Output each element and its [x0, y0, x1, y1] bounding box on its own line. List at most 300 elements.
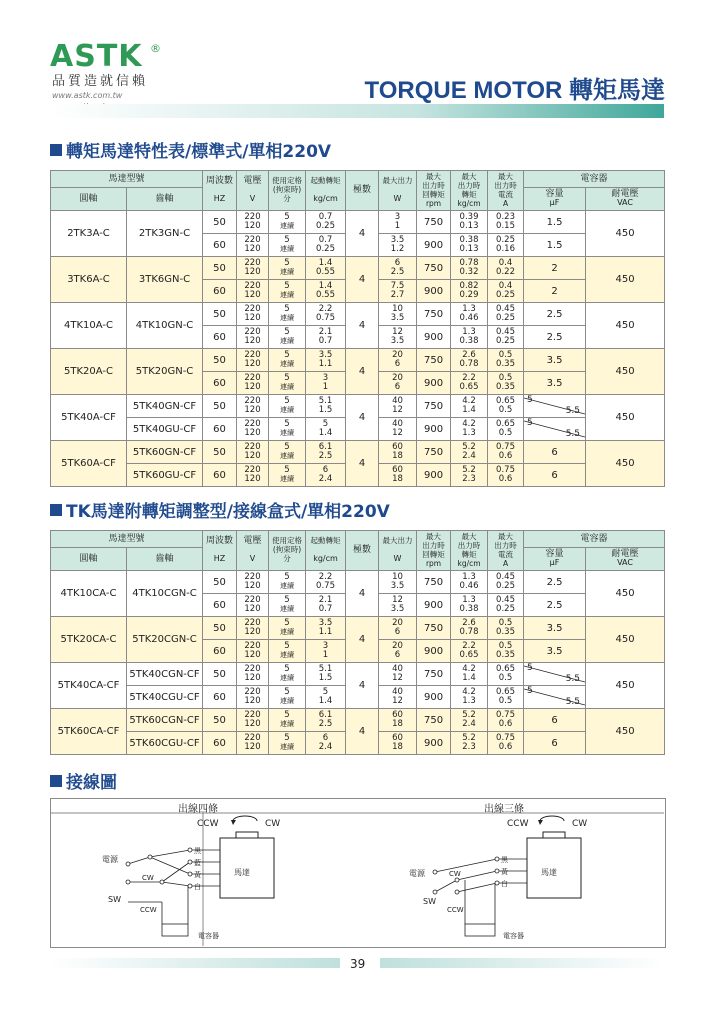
cell-torque: 4.2 1.4 — [451, 663, 488, 686]
cell-cap-volt: 450 — [586, 663, 665, 709]
cell-torque: 2.2 0.65 — [451, 372, 488, 395]
cell-rpm: 750 — [417, 211, 451, 234]
model-gear: 5TK40GN-CF — [127, 395, 203, 418]
cell-rating: 5 連續 — [269, 372, 306, 395]
cell-volt: 220 120 — [237, 234, 269, 257]
hdr-max-out: 最大出力 W — [379, 531, 417, 571]
section-bullet — [50, 144, 62, 156]
cell-hz: 60 — [203, 640, 237, 663]
table-row — [51, 709, 665, 732]
cell-max-out: 60 18 — [379, 709, 417, 732]
model-round: 4TK10CA-C — [51, 571, 127, 617]
wire-yellow: 黃 — [194, 871, 201, 879]
section-title-2-text: TK馬達附轉矩調整型/接線盒式/單相220V — [66, 502, 390, 522]
hdr-rating: 使用定格 (拘束時) 分 — [269, 531, 306, 571]
cell-current: 0.75 0.6 — [488, 441, 524, 464]
cell-rating: 5 連續 — [269, 732, 306, 755]
cell-current: 0.65 0.5 — [488, 395, 524, 418]
ccw-label-small: CCW — [447, 906, 464, 914]
wiring-diagram-3-wire — [357, 812, 664, 946]
url-1: www.astk.com.tw — [52, 91, 123, 100]
cell-rpm: 750 — [417, 441, 451, 464]
cell-start-torque: 3.5 1.1 — [306, 349, 346, 372]
cell-capacity: 3.5 — [524, 617, 586, 640]
model-round: 5TK40A-CF — [51, 395, 127, 441]
cell-volt: 220 120 — [237, 571, 269, 594]
cell-rpm: 900 — [417, 326, 451, 349]
hdr-cap-volt: 耐電壓 VAC — [586, 188, 665, 211]
cell-current: 0.4 0.22 — [488, 257, 524, 280]
cell-hz: 50 — [203, 571, 237, 594]
cell-max-out: 40 12 — [379, 686, 417, 709]
wire-blue: 藍 — [194, 859, 201, 867]
cell-start-torque: 1.4 0.55 — [306, 280, 346, 303]
table-row — [51, 257, 665, 280]
arrow-head-icon — [231, 820, 236, 825]
model-round: 5TK60CA-CF — [51, 709, 127, 755]
cell-torque: 1.3 0.38 — [451, 594, 488, 617]
cell-start-torque: 5.1 1.5 — [306, 663, 346, 686]
cell-rating: 5 連續 — [269, 571, 306, 594]
cell-hz: 50 — [203, 441, 237, 464]
cell-max-out: 20 6 — [379, 349, 417, 372]
cell-start-torque: 6.1 2.5 — [306, 441, 346, 464]
hdr-rating: 使用定格 (拘束時) 分 — [269, 171, 306, 211]
cell-max-out: 20 6 — [379, 640, 417, 663]
label-ccw: CCW — [507, 819, 529, 829]
cell-rpm: 900 — [417, 418, 451, 441]
cell-capacity: 3.5 — [524, 349, 586, 372]
cell-max-out: 10 3.5 — [379, 303, 417, 326]
model-round: 5TK60A-CF — [51, 441, 127, 487]
cell-rpm: 750 — [417, 709, 451, 732]
power-label: 電源 — [409, 869, 425, 878]
model-gear: 3TK6GN-C — [127, 257, 203, 303]
cell-hz: 60 — [203, 464, 237, 487]
hdr-rpm: 最大 出力時 回轉矩 rpm — [417, 171, 451, 211]
cell-rpm: 900 — [417, 732, 451, 755]
cell-rpm: 750 — [417, 257, 451, 280]
table-row — [51, 211, 665, 234]
section-title-2 — [50, 497, 390, 522]
cell-start-torque: 0.7 0.25 — [306, 211, 346, 234]
cell-capacity: 1.5 — [524, 211, 586, 234]
cell-torque: 4.2 1.4 — [451, 395, 488, 418]
cell-rpm: 900 — [417, 686, 451, 709]
cell-start-torque: 6 2.4 — [306, 732, 346, 755]
model-gear: 5TK60GU-CF — [127, 464, 203, 487]
cell-volt: 220 120 — [237, 709, 269, 732]
cell-hz: 50 — [203, 395, 237, 418]
cell-max-out: 40 12 — [379, 663, 417, 686]
cell-torque: 0.38 0.13 — [451, 234, 488, 257]
cell-volt: 220 120 — [237, 257, 269, 280]
hdr-rpm: 最大 出力時 回轉矩 rpm — [417, 531, 451, 571]
cell-max-out: 7.5 2.7 — [379, 280, 417, 303]
hdr-gear: 齒軸 — [127, 548, 203, 571]
hdr-torque: 最大 出力時 轉矩 kg/cm — [451, 171, 488, 211]
cell-current: 0.5 0.35 — [488, 372, 524, 395]
cell-capacity: 6 — [524, 709, 586, 732]
ccw-label-small: CCW — [140, 906, 157, 914]
capacitor-label: 電容器 — [198, 932, 219, 940]
cell-poles: 4 — [346, 395, 379, 441]
logo-registered: ® — [150, 42, 161, 55]
table-row — [51, 663, 665, 686]
hdr-round: 圓軸 — [51, 548, 127, 571]
section-title-1 — [50, 137, 331, 162]
table-row — [51, 441, 665, 464]
cell-current: 0.45 0.25 — [488, 326, 524, 349]
cell-rpm: 750 — [417, 395, 451, 418]
cell-rating: 5 連續 — [269, 418, 306, 441]
cell-volt: 220 120 — [237, 464, 269, 487]
cell-rpm: 900 — [417, 464, 451, 487]
cell-rating: 5 連續 — [269, 303, 306, 326]
section-title-1-text: 轉矩馬達特性表/標準式/單相220V — [66, 142, 332, 162]
wire-black: 黑 — [194, 847, 201, 855]
cell-rating: 5 連續 — [269, 441, 306, 464]
cell-current: 0.65 0.5 — [488, 418, 524, 441]
cell-rating: 5 連續 — [269, 349, 306, 372]
cell-rating: 5 連續 — [269, 280, 306, 303]
cell-cap-volt: 450 — [586, 257, 665, 303]
cell-rpm: 900 — [417, 234, 451, 257]
cell-poles: 4 — [346, 571, 379, 617]
cell-torque: 4.2 1.3 — [451, 418, 488, 441]
cell-volt: 220 120 — [237, 372, 269, 395]
section-bullet — [50, 504, 62, 516]
model-gear: 5TK60CGN-CF — [127, 709, 203, 732]
cell-max-out: 20 6 — [379, 372, 417, 395]
hdr-capacitor: 電容器 — [524, 531, 665, 548]
cell-rating: 5 連續 — [269, 709, 306, 732]
wiring-right-title: 出線三條 — [484, 804, 524, 815]
model-gear: 5TK20GN-C — [127, 349, 203, 395]
model-gear: 5TK60CGU-CF — [127, 732, 203, 755]
label-ccw: CCW — [197, 819, 219, 829]
hdr-max-out: 最大出力 W — [379, 171, 417, 211]
cell-torque: 5.2 2.4 — [451, 709, 488, 732]
model-gear: 4TK10GN-C — [127, 303, 203, 349]
cell-capacity: 6 — [524, 732, 586, 755]
table-row — [51, 571, 665, 594]
hdr-cap-volt: 耐電壓 VAC — [586, 548, 665, 571]
cell-cap-volt: 450 — [586, 441, 665, 487]
model-gear: 5TK40GU-CF — [127, 418, 203, 441]
cell-volt: 220 120 — [237, 349, 269, 372]
cell-torque: 2.6 0.78 — [451, 349, 488, 372]
hdr-cap-val: 容量 μF — [524, 548, 586, 571]
cell-capacity: 5 5.5 — [524, 663, 586, 686]
table-row — [51, 303, 665, 326]
cell-capacity: 2.5 — [524, 571, 586, 594]
cell-hz: 60 — [203, 686, 237, 709]
label-cw: CW — [572, 819, 588, 829]
cell-current: 0.5 0.35 — [488, 640, 524, 663]
cell-torque: 2.6 0.78 — [451, 617, 488, 640]
hdr-capacitor: 電容器 — [524, 171, 665, 188]
model-round: 4TK10A-C — [51, 303, 127, 349]
wiring-diagram-4-wire — [50, 812, 357, 946]
hdr-round: 圓軸 — [51, 188, 127, 211]
cell-cap-volt: 450 — [586, 303, 665, 349]
cell-hz: 60 — [203, 594, 237, 617]
cell-start-torque: 5 1.4 — [306, 418, 346, 441]
page-number: 39 — [350, 957, 366, 971]
sw-label: SW — [423, 897, 436, 906]
cell-current: 0.75 0.6 — [488, 732, 524, 755]
wire-white: 白 — [501, 880, 508, 888]
hdr-current: 最大 出力時 電流 A — [488, 171, 524, 211]
wire-yellow: 黃 — [501, 868, 508, 876]
cell-volt: 220 120 — [237, 686, 269, 709]
model-gear: 5TK20CGN-C — [127, 617, 203, 663]
cell-torque: 1.3 0.46 — [451, 303, 488, 326]
hdr-model: 馬達型號 — [51, 171, 203, 188]
cell-cap-volt: 450 — [586, 571, 665, 617]
cell-rating: 5 連續 — [269, 326, 306, 349]
cell-capacity: 2.5 — [524, 594, 586, 617]
cell-rating: 5 連續 — [269, 211, 306, 234]
spec-table-adjustable — [50, 530, 665, 755]
cell-volt: 220 120 — [237, 594, 269, 617]
hdr-volt: 電壓 V — [237, 171, 269, 211]
cell-capacity: 2 — [524, 280, 586, 303]
cell-rating: 5 連續 — [269, 464, 306, 487]
cell-hz: 50 — [203, 709, 237, 732]
cell-poles: 4 — [346, 441, 379, 487]
cell-capacity: 5 5.5 — [524, 395, 586, 418]
hdr-volt: 電壓 V — [237, 531, 269, 571]
cell-start-torque: 2.1 0.7 — [306, 594, 346, 617]
model-gear: 5TK40CGU-CF — [127, 686, 203, 709]
capacitor-label: 電容器 — [503, 932, 524, 940]
cell-max-out: 60 18 — [379, 441, 417, 464]
wire-white: 白 — [194, 883, 201, 891]
cell-volt: 220 120 — [237, 395, 269, 418]
cell-max-out: 60 18 — [379, 732, 417, 755]
cell-rating: 5 連續 — [269, 234, 306, 257]
section-title-3 — [50, 768, 117, 793]
cell-max-out: 3.5 1.2 — [379, 234, 417, 257]
cell-capacity: 6 — [524, 464, 586, 487]
model-gear: 4TK10CGN-C — [127, 571, 203, 617]
cell-poles: 4 — [346, 211, 379, 257]
cell-volt: 220 120 — [237, 303, 269, 326]
model-gear: 5TK40CGN-CF — [127, 663, 203, 686]
cell-cap-volt: 450 — [586, 211, 665, 257]
cell-max-out: 60 18 — [379, 464, 417, 487]
cell-hz: 50 — [203, 349, 237, 372]
cell-start-torque: 1.4 0.55 — [306, 257, 346, 280]
cell-hz: 50 — [203, 211, 237, 234]
cell-current: 0.5 0.35 — [488, 617, 524, 640]
cell-capacity: 2.5 — [524, 303, 586, 326]
cell-current: 0.45 0.25 — [488, 594, 524, 617]
cell-start-torque: 0.7 0.25 — [306, 234, 346, 257]
cell-volt: 220 120 — [237, 663, 269, 686]
cell-current: 0.45 0.25 — [488, 303, 524, 326]
arrow-head-icon — [538, 820, 543, 825]
cell-capacity: 3.5 — [524, 372, 586, 395]
model-round: 2TK3A-C — [51, 211, 127, 257]
cell-hz: 60 — [203, 280, 237, 303]
cell-start-torque: 3 1 — [306, 640, 346, 663]
cell-poles: 4 — [346, 349, 379, 395]
hdr-start-torque: 起動轉矩 kg/cm — [306, 171, 346, 211]
cell-torque: 0.39 0.13 — [451, 211, 488, 234]
cell-hz: 60 — [203, 234, 237, 257]
cell-volt: 220 120 — [237, 211, 269, 234]
hdr-start-torque: 起動轉矩 kg/cm — [306, 531, 346, 571]
cell-capacity: 5 5.5 — [524, 418, 586, 441]
cell-start-torque: 5 1.4 — [306, 686, 346, 709]
cw-label-small: CW — [142, 874, 154, 882]
spec-table-standard — [50, 170, 665, 487]
cell-rpm: 750 — [417, 349, 451, 372]
cell-hz: 60 — [203, 732, 237, 755]
hdr-poles: 極數 — [346, 531, 379, 571]
cell-rpm: 750 — [417, 303, 451, 326]
cell-current: 0.25 0.16 — [488, 234, 524, 257]
cell-rpm: 750 — [417, 617, 451, 640]
hdr-freq: 周波數 HZ — [203, 531, 237, 571]
rotation-arrow-icon — [233, 816, 257, 821]
cell-rating: 5 連續 — [269, 663, 306, 686]
cell-max-out: 40 12 — [379, 395, 417, 418]
model-round: 5TK40CA-CF — [51, 663, 127, 709]
cell-torque: 5.2 2.3 — [451, 732, 488, 755]
wiring-left-title: 出線四條 — [178, 804, 218, 815]
cell-hz: 60 — [203, 418, 237, 441]
cell-capacity: 1.5 — [524, 234, 586, 257]
cell-start-torque: 3.5 1.1 — [306, 617, 346, 640]
page-title: TORQUE MOTOR 轉矩馬達 — [364, 77, 665, 104]
model-gear: 2TK3GN-C — [127, 211, 203, 257]
model-gear: 5TK60GN-CF — [127, 441, 203, 464]
cell-start-torque: 2.2 0.75 — [306, 571, 346, 594]
cell-volt: 220 120 — [237, 732, 269, 755]
cell-capacity: 5 5.5 — [524, 686, 586, 709]
cell-rpm: 900 — [417, 640, 451, 663]
footer-band-left — [50, 958, 340, 968]
table-row — [51, 395, 665, 418]
section-title-3-text: 接線圖 — [66, 773, 117, 793]
cell-current: 0.45 0.25 — [488, 571, 524, 594]
wire-black: 黑 — [501, 856, 508, 864]
cell-current: 0.65 0.5 — [488, 686, 524, 709]
cell-volt: 220 120 — [237, 280, 269, 303]
hdr-gear: 齒軸 — [127, 188, 203, 211]
cell-cap-volt: 450 — [586, 395, 665, 441]
cell-hz: 50 — [203, 257, 237, 280]
cell-rating: 5 連續 — [269, 640, 306, 663]
cell-current: 0.65 0.5 — [488, 663, 524, 686]
cell-volt: 220 120 — [237, 326, 269, 349]
cell-hz: 60 — [203, 372, 237, 395]
label-cw: CW — [265, 819, 281, 829]
cell-start-torque: 2.2 0.75 — [306, 303, 346, 326]
hdr-poles: 極數 — [346, 171, 379, 211]
cell-cap-volt: 450 — [586, 617, 665, 663]
table-row — [51, 349, 665, 372]
cw-label-small: CW — [449, 870, 461, 878]
logo-text: ASTK — [50, 40, 143, 74]
model-round: 5TK20A-C — [51, 349, 127, 395]
power-label: 電源 — [102, 855, 118, 864]
cell-torque: 5.2 2.3 — [451, 464, 488, 487]
cell-start-torque: 6.1 2.5 — [306, 709, 346, 732]
cell-hz: 50 — [203, 663, 237, 686]
motor-label: 馬達 — [234, 868, 250, 877]
section-bullet — [50, 775, 62, 787]
cell-rating: 5 連續 — [269, 617, 306, 640]
cell-poles: 4 — [346, 303, 379, 349]
slogan: 品質造就信賴 — [52, 74, 149, 89]
cell-max-out: 12 3.5 — [379, 326, 417, 349]
cell-current: 0.75 0.6 — [488, 464, 524, 487]
cell-current: 0.75 0.6 — [488, 709, 524, 732]
table-row — [51, 617, 665, 640]
cell-capacity: 2.5 — [524, 326, 586, 349]
cell-max-out: 20 6 — [379, 617, 417, 640]
cell-current: 0.4 0.25 — [488, 280, 524, 303]
cell-rpm: 750 — [417, 663, 451, 686]
cell-torque: 0.82 0.29 — [451, 280, 488, 303]
cell-rpm: 750 — [417, 571, 451, 594]
cell-hz: 50 — [203, 303, 237, 326]
cell-max-out: 3 1 — [379, 211, 417, 234]
footer-band-right — [380, 958, 664, 968]
hdr-current: 最大 出力時 電流 A — [488, 531, 524, 571]
cell-max-out: 40 12 — [379, 418, 417, 441]
cell-current: 0.5 0.35 — [488, 349, 524, 372]
cell-max-out: 10 3.5 — [379, 571, 417, 594]
cell-torque: 5.2 2.4 — [451, 441, 488, 464]
cell-capacity: 3.5 — [524, 640, 586, 663]
cell-poles: 4 — [346, 617, 379, 663]
cell-cap-volt: 450 — [586, 349, 665, 395]
cell-capacity: 6 — [524, 441, 586, 464]
cell-hz: 60 — [203, 326, 237, 349]
cell-start-torque: 2.1 0.7 — [306, 326, 346, 349]
cell-poles: 4 — [346, 709, 379, 755]
cell-hz: 50 — [203, 617, 237, 640]
cell-rpm: 900 — [417, 372, 451, 395]
hdr-model: 馬達型號 — [51, 531, 203, 548]
cell-rating: 5 連續 — [269, 395, 306, 418]
motor-label: 馬達 — [541, 868, 557, 877]
cell-volt: 220 120 — [237, 617, 269, 640]
cell-capacity: 2 — [524, 257, 586, 280]
cell-torque: 2.2 0.65 — [451, 640, 488, 663]
cell-torque: 4.2 1.3 — [451, 686, 488, 709]
cell-max-out: 6 2.5 — [379, 257, 417, 280]
cell-poles: 4 — [346, 663, 379, 709]
cell-torque: 1.3 0.46 — [451, 571, 488, 594]
cell-rpm: 900 — [417, 594, 451, 617]
cell-torque: 0.78 0.32 — [451, 257, 488, 280]
hdr-torque: 最大 出力時 轉矩 kg/cm — [451, 531, 488, 571]
cell-poles: 4 — [346, 257, 379, 303]
cell-volt: 220 120 — [237, 640, 269, 663]
cell-start-torque: 6 2.4 — [306, 464, 346, 487]
cell-rating: 5 連續 — [269, 594, 306, 617]
cell-start-torque: 5.1 1.5 — [306, 395, 346, 418]
rotation-arrow-icon — [540, 816, 564, 821]
model-round: 5TK20CA-C — [51, 617, 127, 663]
